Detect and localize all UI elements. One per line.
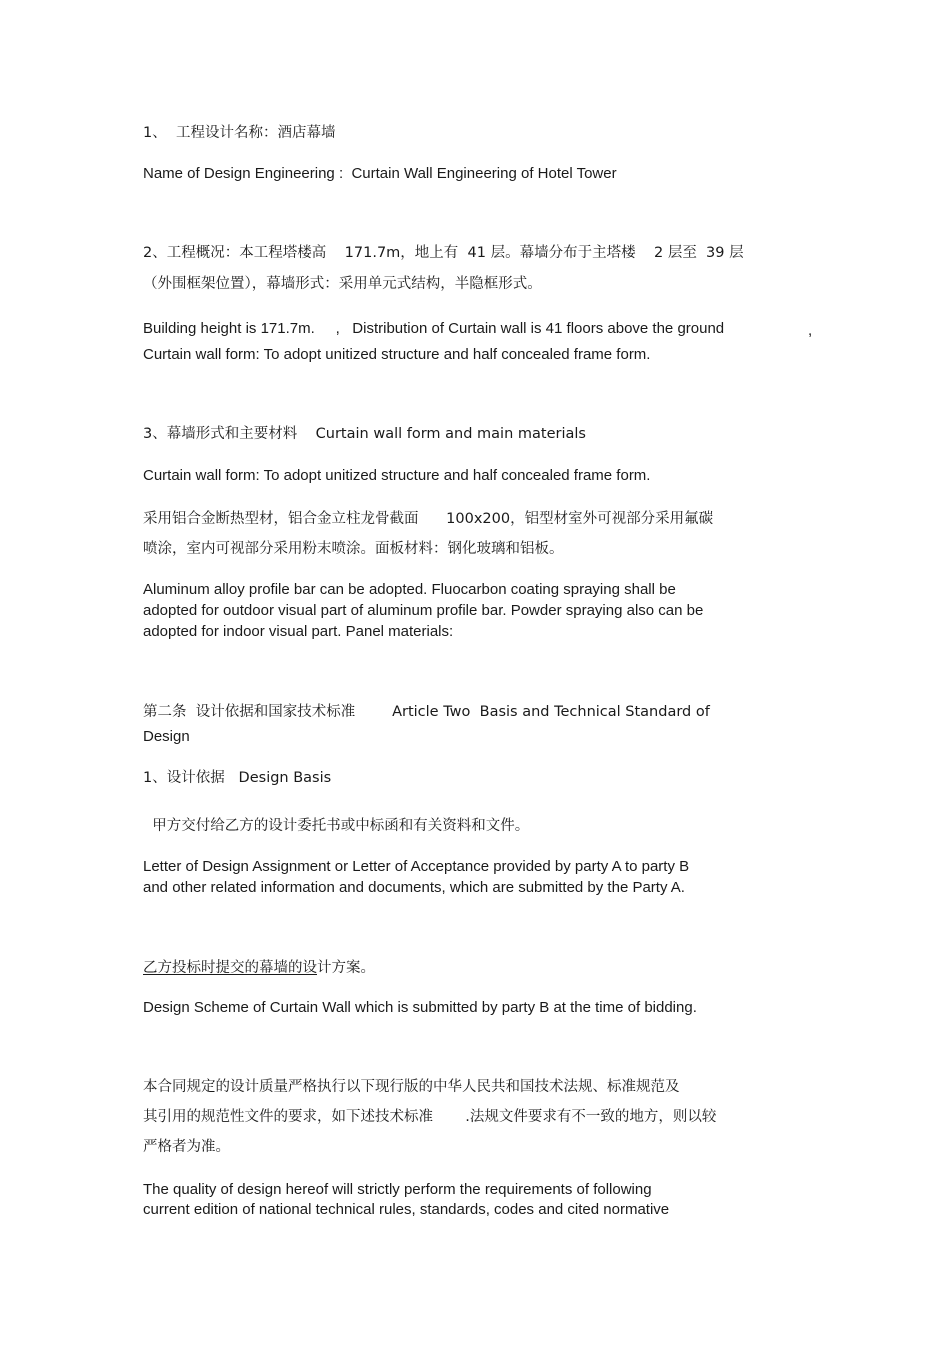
- quality-clause-zh-line-2: 其引用的规范性文件的要求，如下述技术标准 .法规文件要求有不一致的地方，则以较: [143, 1109, 717, 1125]
- section-3-heading: 3、幕墙形式和主要材料 Curtain wall form and main materials: [143, 426, 586, 442]
- quality-clause-zh-line-3: 严格者为准。: [143, 1139, 230, 1155]
- article-two-heading-line-1: 第二条 设计依据和国家技术标准 Article Two Basis and Technical Standard of: [143, 704, 710, 720]
- design-basis-item-1-zh: 甲方交付给乙方的设计委托书或中标函和有关资料和文件。: [143, 818, 530, 834]
- section-3-materials-en-line-1: Aluminum alloy profile bar can be adopted. Fluocarbon coating spraying shall be: [143, 581, 676, 598]
- section-3-form-en: Curtain wall form: To adopt unitized structure and half concealed frame form.: [143, 467, 651, 484]
- trailing-comma: ,: [808, 322, 813, 339]
- section-1-heading-en: Name of Design Engineering : Curtain Wall Engineering of Hotel Tower: [143, 165, 617, 182]
- section-2-text-en-line-1: Building height is 171.7m. , Distribution of Curtain wall is 41 floors above the ground: [143, 320, 725, 337]
- section-2-text-en-line-2: Curtain wall form: To adopt unitized structure and half concealed frame form.: [143, 346, 651, 363]
- section-3-materials-zh-line-1: 采用铝合金断热型材，铝合金立柱龙骨截面 100x200，铝型材室外可视部分采用氟碳: [143, 511, 714, 527]
- section-2-text-zh-line-1: 2、工程概况：本工程塔楼高 171.7m，地上有 41 层。幕墙分布于主塔楼 2 层至 39 层: [143, 245, 744, 261]
- design-basis-item-2-zh-tail: 计方案。: [317, 960, 375, 976]
- section-3-materials-en-line-2: adopted for outdoor visual part of aluminum profile bar. Powder spraying also can be: [143, 602, 704, 619]
- design-basis-item-1-en-line-2: and other related information and documents, which are submitted by the Party A.: [143, 879, 685, 896]
- underlined-text: 乙方投标时提交的幕墙的设: [143, 960, 317, 976]
- section-2-text-zh-line-2: （外围框架位置），幕墙形式：采用单元式结构，半隐框形式。: [143, 276, 542, 292]
- design-basis-heading: 1、设计依据 Design Basis: [143, 770, 332, 786]
- section-1-heading-zh: 1、 工程设计名称：酒店幕墙: [143, 125, 336, 141]
- quality-clause-en-line-1: The quality of design hereof will strictly perform the requirements of following: [143, 1181, 652, 1198]
- article-two-heading-line-2: Design: [143, 728, 190, 745]
- section-3-materials-zh-line-2: 喷涂，室内可视部分采用粉末喷涂。面板材料：钢化玻璃和铝板。: [143, 541, 564, 557]
- design-basis-item-2-zh: [143, 957, 375, 979]
- quality-clause-zh-line-1: 本合同规定的设计质量严格执行以下现行版的中华人民共和国技术法规、标准规范及: [143, 1079, 680, 1095]
- section-3-materials-en-line-3: adopted for indoor visual part. Panel materials:: [143, 623, 454, 640]
- quality-clause-en-line-2: current edition of national technical rules, standards, codes and cited normative: [143, 1201, 670, 1218]
- design-basis-item-1-en-line-1: Letter of Design Assignment or Letter of Acceptance provided by party A to party B: [143, 858, 690, 875]
- design-basis-item-2-en: Design Scheme of Curtain Wall which is submitted by party B at the time of bidding.: [143, 999, 697, 1016]
